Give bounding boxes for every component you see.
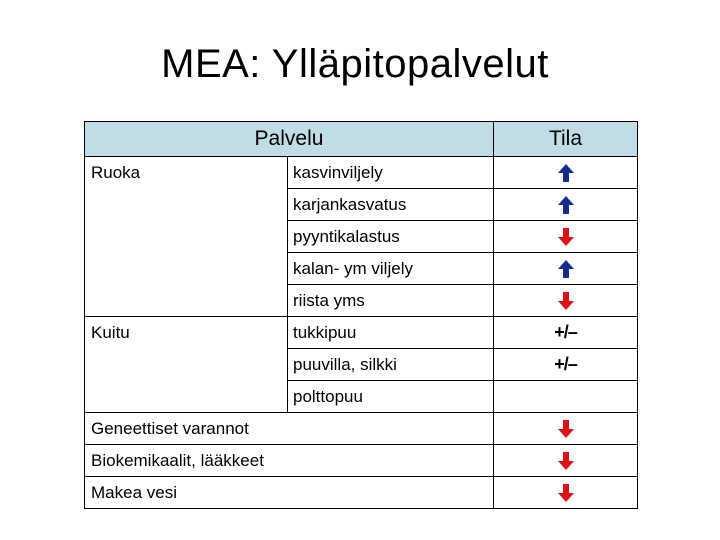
status-text: +/– <box>554 354 577 374</box>
status-cell <box>494 317 638 349</box>
table-row <box>85 413 638 445</box>
status-cell <box>494 157 638 189</box>
table-row <box>85 349 638 381</box>
header-palvelu: Palvelu <box>85 122 494 157</box>
category-cell <box>85 221 288 253</box>
category-cell <box>85 381 288 413</box>
arrow-down-icon <box>557 451 575 471</box>
arrow-down-icon <box>557 291 575 311</box>
slide-title: MEA: Ylläpitopalvelut <box>161 42 549 86</box>
category-cell <box>85 253 288 285</box>
category-cell: Biokemikaalit, lääkkeet <box>85 445 288 477</box>
status-cell <box>494 349 638 381</box>
category-cell: Makea vesi <box>85 477 288 509</box>
table-row <box>85 445 638 477</box>
table-row <box>85 317 638 349</box>
service-cell: tukkipuu <box>288 317 494 349</box>
arrow-up-icon <box>557 195 575 215</box>
table-row <box>85 189 638 221</box>
service-cell <box>288 445 494 477</box>
category-cell: Geneettiset varannot <box>85 413 288 445</box>
status-text: +/– <box>554 322 577 342</box>
services-table <box>84 121 638 509</box>
status-cell <box>494 253 638 285</box>
category-cell <box>85 349 288 381</box>
status-cell <box>494 413 638 445</box>
table-row <box>85 285 638 317</box>
table-header-row <box>85 122 638 157</box>
table-row <box>85 157 638 189</box>
category-cell <box>85 189 288 221</box>
status-cell <box>494 381 638 413</box>
arrow-down-icon <box>557 227 575 247</box>
header-tila: Tila <box>494 122 638 157</box>
table-row <box>85 477 638 509</box>
table-row <box>85 381 638 413</box>
service-cell: riista yms <box>288 285 494 317</box>
status-cell <box>494 477 638 509</box>
service-cell <box>288 413 494 445</box>
arrow-down-icon <box>557 483 575 503</box>
status-cell <box>494 285 638 317</box>
table-row <box>85 253 638 285</box>
service-cell: kalan- ym viljely <box>288 253 494 285</box>
service-cell <box>288 477 494 509</box>
service-cell: puuvilla, silkki <box>288 349 494 381</box>
table-row <box>85 221 638 253</box>
arrow-up-icon <box>557 259 575 279</box>
category-cell: Ruoka <box>85 157 288 189</box>
arrow-down-icon <box>557 419 575 439</box>
status-cell <box>494 189 638 221</box>
status-cell <box>494 221 638 253</box>
arrow-up-icon <box>557 163 575 183</box>
service-cell: polttopuu <box>288 381 494 413</box>
service-cell: karjankasvatus <box>288 189 494 221</box>
service-cell: kasvinviljely <box>288 157 494 189</box>
category-cell <box>85 285 288 317</box>
status-cell <box>494 445 638 477</box>
service-cell: pyyntikalastus <box>288 221 494 253</box>
category-cell: Kuitu <box>85 317 288 349</box>
